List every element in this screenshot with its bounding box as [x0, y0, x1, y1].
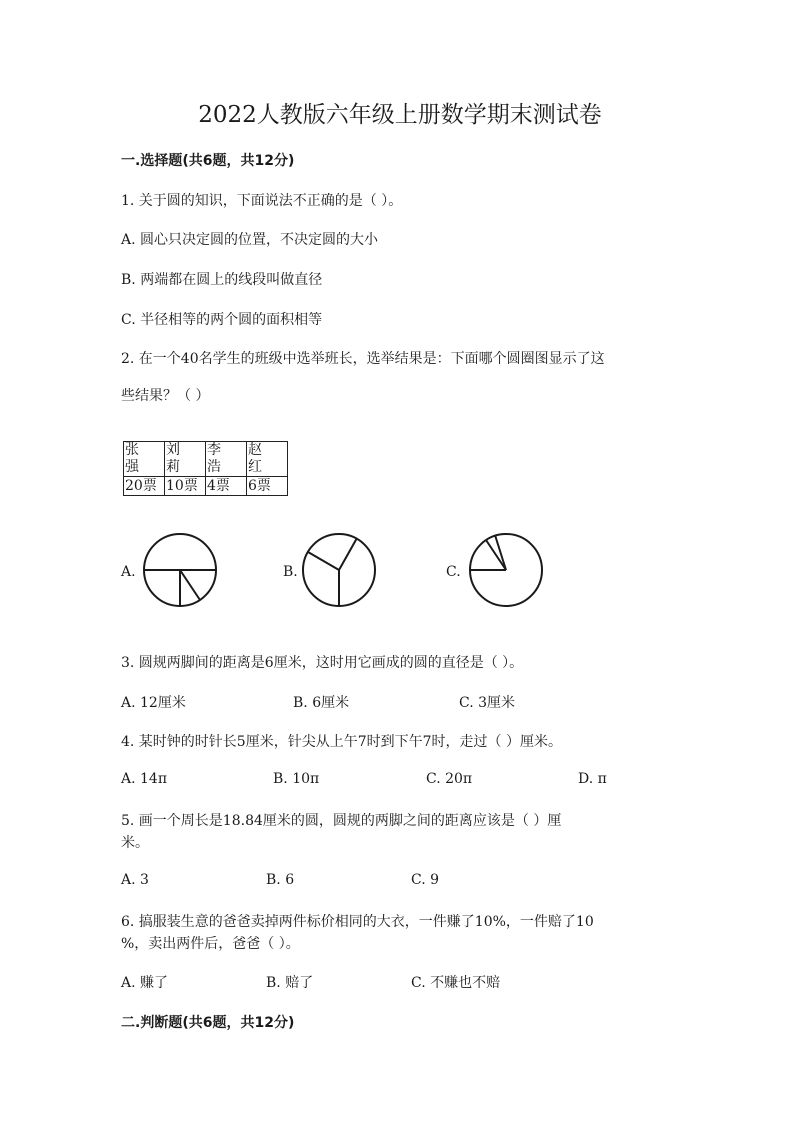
question-5-option-c: C. 9 [411, 872, 440, 888]
question-3-option-b: B. 6厘米 [293, 695, 350, 711]
pie-b-divider-upper-right [339, 538, 357, 570]
pie-c-divider-up [495, 535, 506, 570]
pie-chart-option-a [140, 530, 220, 610]
question-1-option-b: B. 两端都在圆上的线段叫做直径 [121, 272, 323, 288]
pie-option-label-c: C. [446, 564, 461, 580]
table-cell-name: 李 浩 [206, 442, 247, 477]
pie-b-divider-upper-left [308, 552, 339, 570]
question-3-option-a: A. 12厘米 [121, 695, 186, 711]
question-2-stem-line1: 2. 在一个40名学生的班级中选举班长，选举结果是：下面哪个圆圈图显示了这 [121, 351, 605, 367]
question-1-option-c: C. 半径相等的两个圆的面积相等 [121, 312, 323, 328]
question-6-option-b: B. 赔了 [266, 975, 314, 991]
table-cell-votes: 20票 [124, 477, 165, 496]
question-4-option-a: A. 14π [121, 771, 168, 787]
question-4-stem: 4. 某时钟的时针长5厘米，针尖从上午7时到下午7时，走过（ ）厘米。 [121, 734, 562, 750]
question-4-option-b: B. 10π [273, 771, 320, 787]
pie-a-divider-diagonal [180, 570, 200, 600]
table-row-names [124, 442, 288, 477]
table-cell-name: 赵 红 [247, 442, 288, 477]
question-5-stem-line1: 5. 画一个周长是18.84厘米的圆，圆规的两脚之间的距离应该是（ ）厘 [121, 813, 562, 829]
table-cell-votes: 10票 [165, 477, 206, 496]
question-5-option-b: B. 6 [266, 872, 295, 888]
question-4-option-c: C. 20π [426, 771, 473, 787]
question-6-stem-line1: 6. 搞服装生意的爸爸卖掉两件标价相同的大衣，一件赚了10%，一件赔了10 [121, 914, 594, 930]
pie-option-label-a: A. [121, 564, 136, 580]
question-4-option-d: D. π [578, 771, 607, 787]
section-heading-choice: 一.选择题(共6题，共12分) [121, 153, 295, 169]
pie-chart-option-c [466, 530, 546, 610]
question-6-stem-line2: %，卖出两件后，爸爸（ ）。 [121, 936, 300, 952]
question-2-stem-line2: 些结果？（ ） [121, 388, 210, 404]
table-row-votes [124, 477, 288, 496]
question-6-option-c: C. 不赚也不赔 [411, 975, 501, 991]
page-title: 2022人教版六年级上册数学期末测试卷 [198, 102, 602, 128]
question-6-option-a: A. 赚了 [121, 975, 169, 991]
question-3-option-c: C. 3厘米 [459, 695, 516, 711]
vote-results-table [123, 441, 288, 496]
question-1-option-a: A. 圆心只决定圆的位置，不决定圆的大小 [121, 232, 379, 248]
question-5-option-a: A. 3 [121, 872, 149, 888]
question-1-stem: 1. 关于圆的知识，下面说法不正确的是（ ）。 [121, 193, 403, 209]
pie-option-label-b: B. [283, 564, 298, 580]
question-5-stem-line2: 米。 [121, 835, 149, 851]
pie-chart-option-b [299, 530, 379, 610]
table-cell-votes: 6票 [247, 477, 288, 496]
section-heading-judgment: 二.判断题(共6题，共12分) [121, 1015, 295, 1031]
pie-c-divider-upper-left [486, 540, 506, 570]
table-cell-votes: 4票 [206, 477, 247, 496]
table-cell-name: 张 强 [124, 442, 165, 477]
table-cell-name: 刘 莉 [165, 442, 206, 477]
question-3-stem: 3. 圆规两脚间的距离是6厘米，这时用它画成的圆的直径是（ ）。 [121, 655, 524, 671]
